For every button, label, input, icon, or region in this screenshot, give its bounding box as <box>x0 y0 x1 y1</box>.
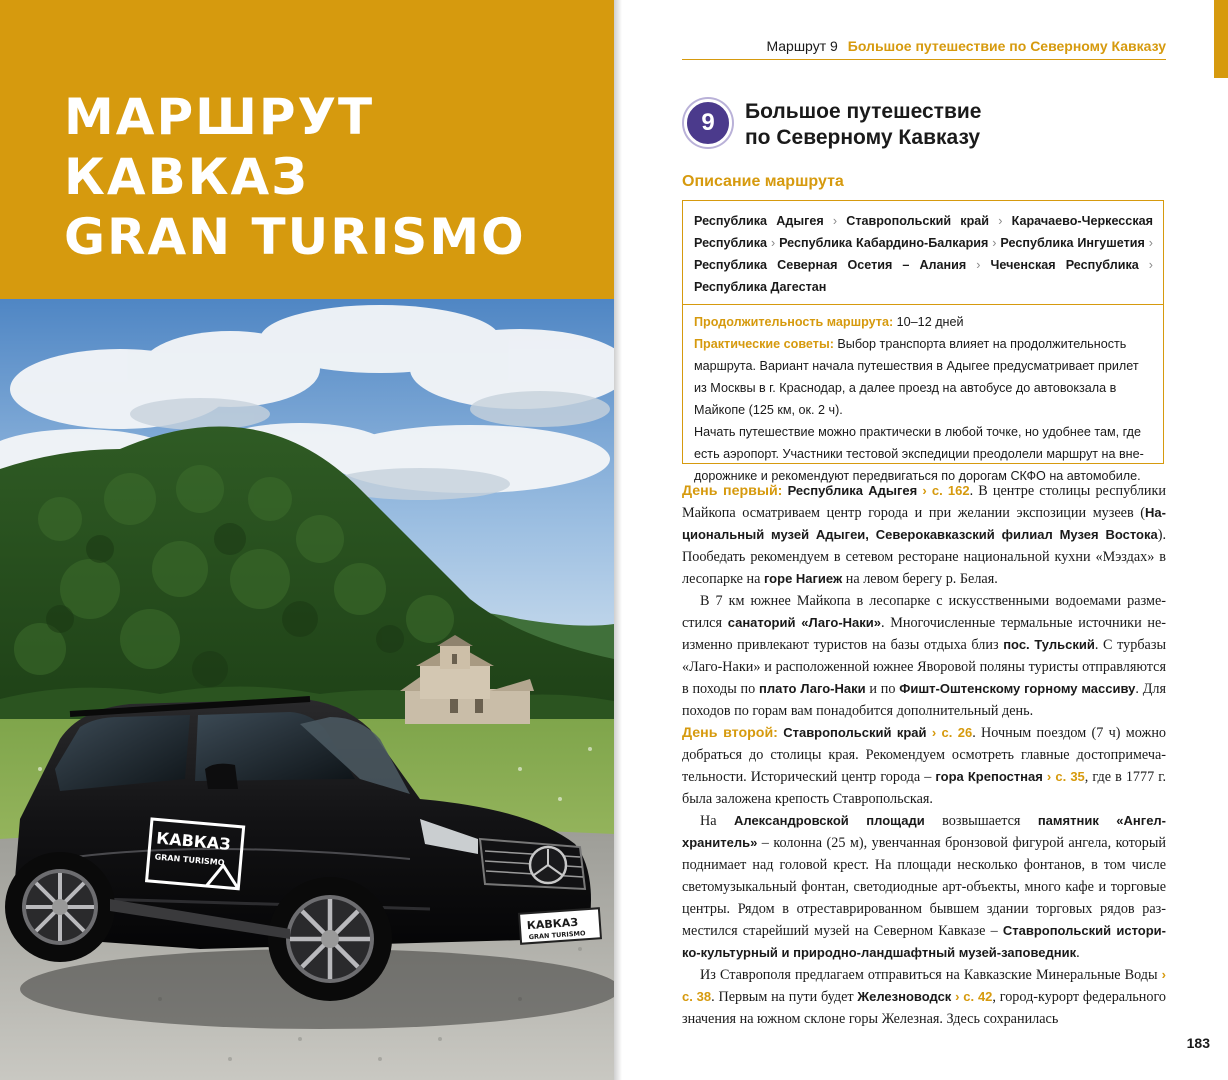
route-title-line-1: Большое путешествие <box>745 100 982 123</box>
route-body-text <box>682 480 1166 1030</box>
license-plate-line-2: GRAN TURISMO <box>528 929 586 942</box>
page-number: 183 <box>1186 1035 1210 1051</box>
running-head-rule <box>682 59 1166 60</box>
text-run: На <box>700 813 734 829</box>
duration-value: 10–12 дней <box>896 315 964 329</box>
chapter-title-line-1: МАРШРУТ <box>64 88 375 146</box>
door-decal-line-1: КАВКАЗ <box>155 828 232 854</box>
region-item: Чеченская Республика <box>990 258 1139 272</box>
info-box-divider <box>683 304 1163 305</box>
text-run: на левом берегу р. Белая. <box>842 571 998 587</box>
text-run: и по <box>865 681 900 697</box>
route-title <box>745 99 981 151</box>
license-plate-line-1: КАВКАЗ <box>526 915 579 933</box>
monument-name: памятник «Ангел-хранитель» <box>682 813 1167 850</box>
day-1-label: День первый: <box>682 483 783 499</box>
duration-row <box>694 311 1153 333</box>
section-heading: Описание маршрута <box>682 173 844 190</box>
region-item: Республика Ингушетия <box>1000 236 1145 250</box>
chapter-title-line-3: GRAN TURISMO <box>64 208 526 266</box>
region-item: Карачаево-Черкесская Республика <box>694 214 1153 250</box>
text-run: . С турбазы «Лаго-Наки» и расположенной южнее Яворовой поляны туристы отправляются в походы по <box>682 637 1166 697</box>
suv-in-mountains-photo <box>0 299 614 1080</box>
door-decal-line-2: GRAN TURISMO <box>154 852 225 868</box>
plateau-name: плато Лаго-Наки <box>759 681 866 696</box>
paragraph-day-1 <box>682 480 1166 590</box>
text-run: . Для походов по горам вам понадобится дополнительный день. <box>682 681 1166 719</box>
sanatorium-name: санаторий «Лаго-Наки» <box>727 615 881 630</box>
text-run: В 7 км южнее Майкопа в лесопарке с искусственными водоемами разместился <box>682 593 1166 631</box>
paragraph-2 <box>682 590 1166 722</box>
route-info-box <box>682 200 1164 483</box>
massif-name: Фишт-Оштенскому горному массиву <box>899 681 1136 696</box>
text-run: Из Ставрополя предлагаем отправиться на Кавказские Минеральные Воды <box>700 967 1162 983</box>
paragraph-4 <box>682 810 1166 964</box>
town-name: Железноводск <box>857 989 952 1004</box>
page-ref: › с. 35 <box>1046 769 1085 784</box>
day-2-place: Ставропольский край <box>783 725 927 740</box>
region-chain: Республика Адыгея › Ставропольский край › Карачаево-Черкесская Республика › Республика Кабардино-Балкария › Республика Ингушетия › Республика Северная Осетия – Алания › Чеченская Республика › Республика Дагестан <box>694 214 1153 294</box>
chapter-tab-marker <box>1214 0 1228 78</box>
duration-label: Продолжительность маршрута: <box>694 315 894 329</box>
text-run: . Многочисленные термальные источники неизменно привлекают туристов на базы отдыха близ <box>682 615 1166 653</box>
running-head-route: Маршрут 9 <box>766 38 838 54</box>
day-1-place: Республика Адыгея <box>787 483 918 498</box>
region-item: Республика Северная Осетия – Алания <box>694 258 967 272</box>
museum-name: Ставропольский историко-культурный и природно-ландшафтный музей-заповедник <box>682 923 1167 960</box>
chapter-title-line-2: КАВКАЗ <box>64 148 309 206</box>
text-run: . Ночным поездом (7 ч) можно добраться до столицы края. Рекомендуем осмотреть главные достопримечательности. Исторический центр города – <box>682 725 1167 785</box>
region-item: Республика Адыгея <box>694 214 824 228</box>
text-run: . В центре столицы республики Майкопа осматриваем центр города и при желании экспозиции музеев ( <box>682 483 1167 521</box>
page-ref: › с. 38 <box>682 967 1166 1004</box>
text-run: ). Пообедать рекомендуем в сетевом ресторане национальной кухни «Мэздах» в лесопарке на <box>682 527 1166 587</box>
mountain-name: гора Крепостная <box>935 769 1043 784</box>
region-item: Ставропольский край <box>846 214 990 228</box>
text-run: . <box>1076 945 1080 961</box>
text-run: возвышается <box>924 813 1038 829</box>
village-name: пос. Тульский <box>1003 637 1095 652</box>
mountain-name: горе Нагиеж <box>763 571 843 586</box>
text-run: , где в 1777 г. была заложена крепость Ставропольская. <box>682 769 1167 807</box>
running-head <box>682 38 1166 54</box>
route-title-line-2: по Северному Кавказу <box>745 126 981 149</box>
paragraph-5 <box>682 964 1166 1030</box>
running-head-title: Большое путешествие по Северному Кавказу <box>847 38 1166 54</box>
page-ref: › с. 162 <box>922 483 970 498</box>
square-name: Александровской площади <box>733 813 925 828</box>
region-item: Республика Кабардино-Балкария <box>779 236 989 250</box>
day-2-label: День второй: <box>682 725 778 741</box>
tips-text: Выбор транспорта влияет на продолжительность маршрута. Вариант начала путешествия в Адыгее предусматривает прилет из Москвы в г. Краснодар, а далее проезд на автобусе до автовокзала в Майкопе (125 км, ок. 2 ч). <box>694 337 1139 417</box>
route-number-badge: 9 <box>684 99 732 147</box>
page-ref: › с. 26 <box>931 725 973 740</box>
page-gutter <box>614 0 622 1080</box>
tips-row <box>694 333 1153 421</box>
museums-name: Национальный музей Адыгеи, Северокавказский филиал Музея Востока <box>682 505 1166 542</box>
chapter-title-band <box>0 0 614 299</box>
paragraph-day-2 <box>682 722 1166 810</box>
right-page <box>622 0 1228 1080</box>
text-run: . Первым на пути будет <box>711 989 858 1005</box>
text-run: , город-курорт федерального значения на южном склоне горы Железная. Здесь сохранилась <box>682 989 1167 1027</box>
page-ref: › с. 42 <box>955 989 993 1004</box>
text-run: – колонна (25 м), увенчанная бронзовой фигурой ангела, который поднимает над головой крест. На площади несколько фонтанов, в том числе светомузыкальный фонтан, светодиодные арт-объекты, много кафе и торговые центры. Рядом в отреставрированном бывшем здании торговых рядов разместился старейший музей на Северном Кавказе – <box>682 835 1166 939</box>
tips-label: Практические советы: <box>694 337 834 351</box>
region-item: Республика Дагестан <box>694 280 827 294</box>
tips-text-2: Начать путешествие можно практически в любой точке, но удобнее там, где есть аэропорт. Участники тестовой экспедиции преодолели маршрут на внедорожнике и рекомендуют передвигаться по дорогам СКФО на автомобиле. <box>694 425 1144 483</box>
